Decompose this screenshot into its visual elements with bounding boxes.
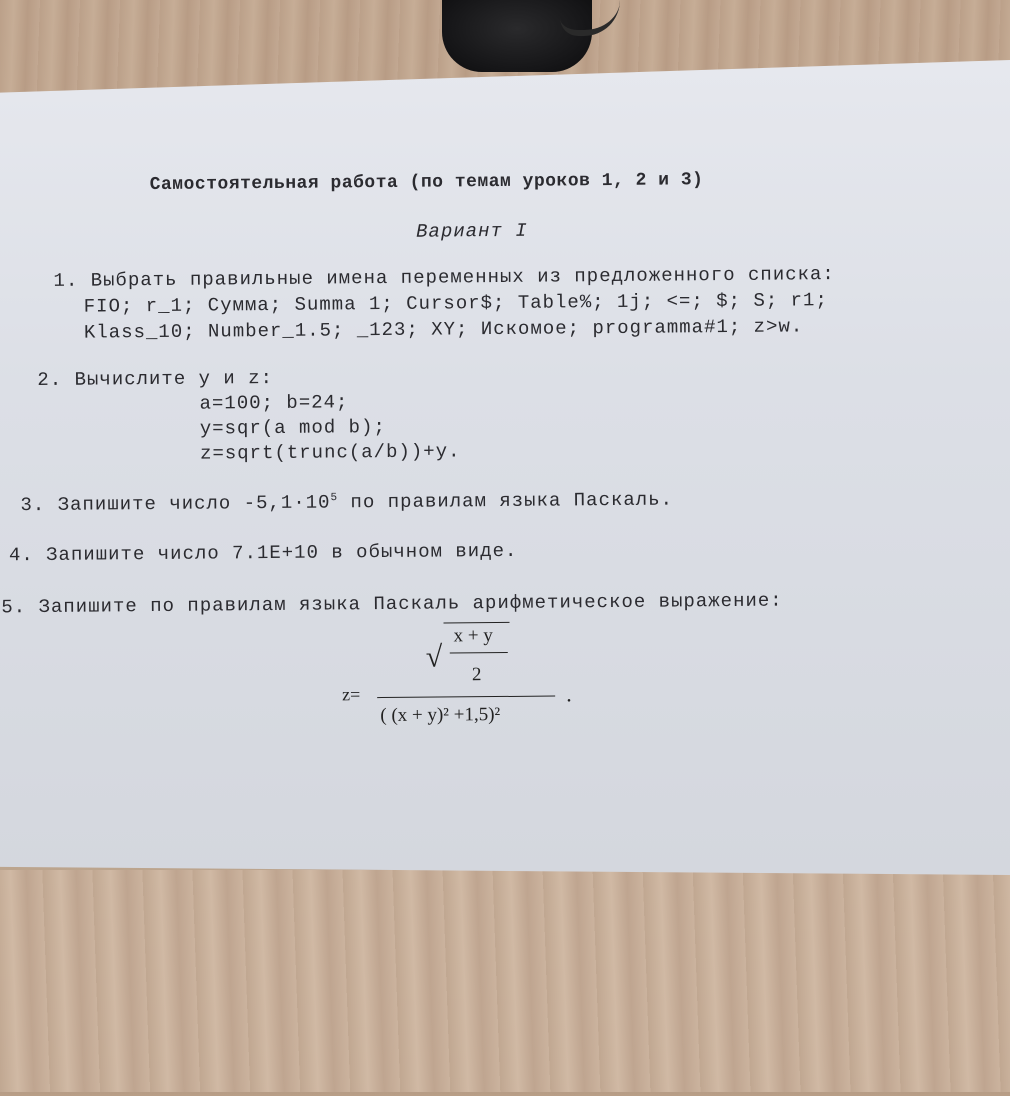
task3-line (20, 488, 673, 516)
task2-line2: a=100; b=24; (199, 391, 349, 415)
task3-suffix: по правилам языка Паскаль. (350, 488, 674, 514)
task3-exponent: 5 (330, 492, 339, 505)
formula-denominator: ( (x + y)² +1,5)² (380, 704, 501, 727)
formula-inner-denominator: 2 (471, 664, 482, 686)
task1-line2: FIO; r_1; Сумма; Summa 1; Cursor$; Table%; 1j; <=; $; S; r1; (83, 289, 828, 318)
formula-period: . (566, 681, 572, 707)
main-fraction-bar (377, 696, 555, 699)
sqrt-sign: √ (425, 640, 443, 674)
sqrt-overline (444, 622, 510, 624)
task2-line4: z=sqrt(trunc(a/b))+y. (199, 440, 461, 465)
worksheet-title: Самостоятельная работа (по темам уроков 1, 2 и 3) (149, 170, 704, 196)
task2-line1: 2. Вычислите y и z: (37, 366, 274, 392)
task3-prefix: 3. Запишите число -5,1·10 (20, 491, 331, 517)
inner-fraction-bar (450, 652, 508, 654)
task1-line1: 1. Выбрать правильные имена переменных из предложенного списка: (53, 263, 835, 292)
task1-line3: Klass_10; Number_1.5; _123; XY; Искомое; programma#1; z>w. (83, 315, 804, 344)
formula-inner-numerator: x + y (453, 625, 493, 647)
task2-line3: y=sqr(a mod b); (199, 415, 386, 440)
variant-label: Вариант I (415, 219, 528, 243)
task4-line: 4. Запишите число 7.1E+10 в обычном виде. (8, 539, 518, 567)
task5-line: 5. Запишите по правилам языка Паскаль арифметическое выражение: (1, 589, 783, 619)
formula-lhs: z= (342, 684, 361, 705)
